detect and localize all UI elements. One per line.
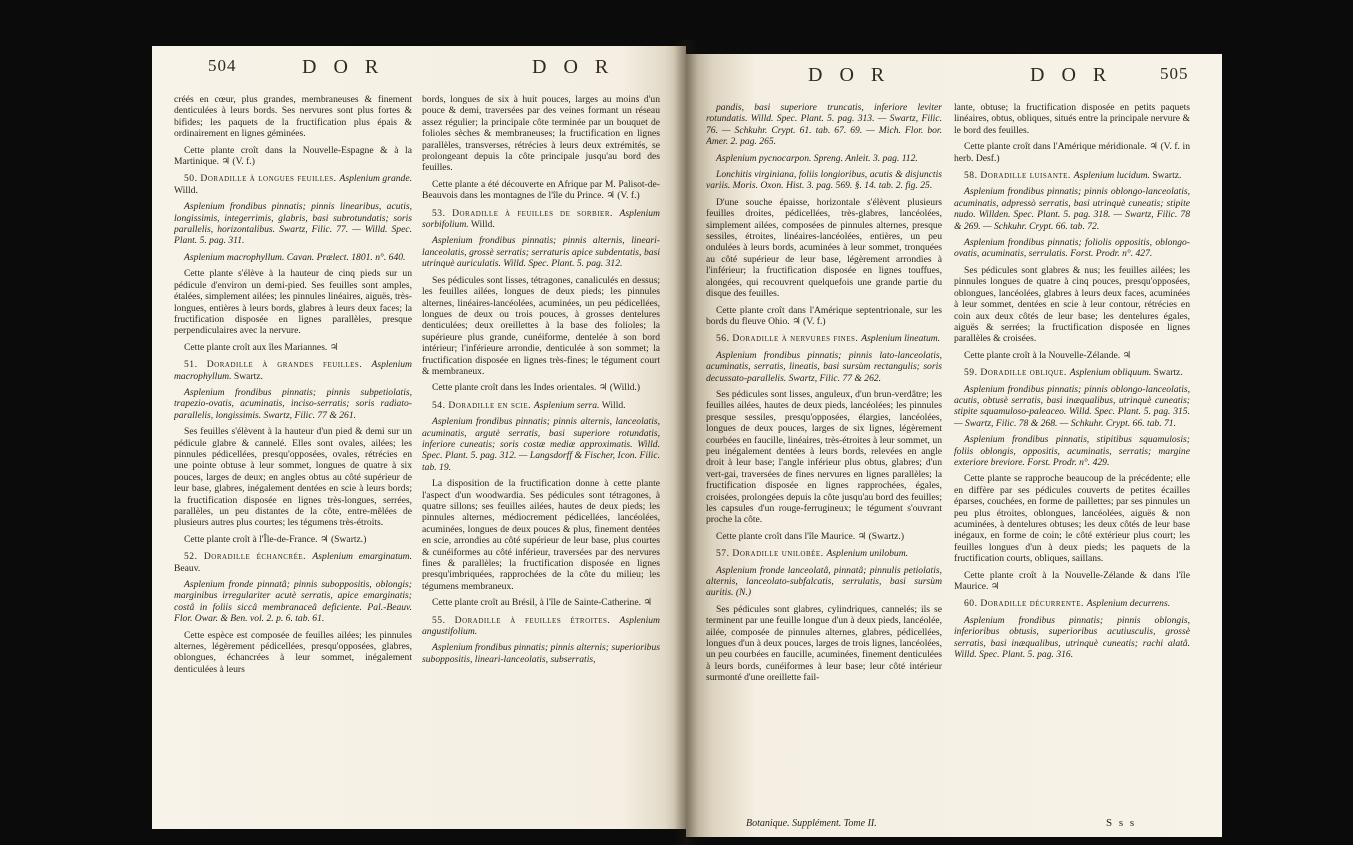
description-paragraph: Ses pédicules sont lisses, tétragones, canaliculés en dessus; les feuilles ailées, longues de deux pieds; les pinnules alternes, linéaires-lancéolées, acuminées, un peu pédicellées, longues de deux ou trois pouces, à grosses dentelures denticulées; deux oreillettes à la base des folioles; la supérieure plus grande, cunéiforme, dentelée à son bord intérieur; l'inférieure arrondie, denticulée à son sommet; la fructification disposée en lignes très-fines; le tégument court & membraneux. — [422, 274, 660, 377]
latin-name: Asplenium serra. — [533, 399, 600, 411]
latin-diagnosis: Asplenium fronde pinnatâ; pinnis suboppositis, oblongis; marginibus irregulariter acutè serratis, apice emarginatis; costâ in foliis siccâ membranaceâ deficiente. Pal.-Beauv. Flor. Owar. & Ben. vol. 2. p. 6. tab. 61. — [174, 579, 412, 625]
entry-heading: 60. Doradille décurrente. — [964, 598, 1087, 610]
latin-name: Asplenium lucidum. — [1073, 170, 1150, 182]
author-citation: Willd. — [174, 184, 198, 196]
latin-diagnosis: Asplenium frondibus pinnatis; pinnis alternis, lanceolatis, acuminatis, argutè serratis, basi superiore rotundatis, inferiore cuneatis; soris costæ mediæ approximatis. Willd. Spec. Plant. 5. pag. 312. — Langsdorff & Fischer, Icon. Filic. tab. 19. — [422, 416, 660, 473]
description-paragraph: Cette plante croît dans la Nouvelle-Espagne & à la Martinique. ♃ (V. f.) — [174, 144, 412, 168]
description-paragraph: bords, longues de six à huit pouces, larges au moins d'un pouce & demi, traversées par des veines formant un réseau assez régulier; la principale côte terminée par un bouquet de folioles sèches & membraneuses; la fructification en lignes parallèles, transverses, rétrécies à leurs deux extrémités, se prolongeant depuis la côte principale jusqu'au bord des feuilles. — [422, 94, 660, 174]
latin-diagnosis: Asplenium frondibus pinnatis; pinnis oblongo-lanceolatis, acuminatis, adpressò serratis, basi utrinquè cuneatis; stipite nudo. Willden. Spec. Plant. 5. pag. 318. — Swartz, Filic. 78 & 269. — Schkuhr. Crypt. 66. tab. 72. — [954, 186, 1190, 232]
latin-name: Asplenium emarginatum. — [312, 551, 412, 563]
page-number-left: 504 — [208, 56, 237, 75]
running-head-right-2: D O R — [1030, 64, 1113, 86]
description-paragraph: Ses pédicules sont glabres, cylindriques, cannelés; ils se terminent par une feuille longue d'un à deux pieds, lancéolée, ailée, composée de pinnules alternes, glabres, pédicellées, longues d'un à deux pouces, larges de trois lignes, lancéolées, un peu courbées en faucille, acuminées, finement denticulées à leurs bords, cunéiformes à leur base; leur côté intérieur surmonté d'une oreillette fail- — [706, 603, 942, 684]
description-paragraph: Cette plante croît aux îles Mariannes. ♃ — [184, 341, 339, 353]
running-head-left-2: D O R — [532, 56, 615, 78]
latin-diagnosis: Asplenium pycnocarpon. Spreng. Anleit. 3. pag. 112. — [716, 152, 918, 164]
species-entry — [422, 615, 660, 638]
latin-name: Asplenium grande. — [339, 173, 412, 185]
description-paragraph: La disposition de la fructification donne à cette plante l'aspect d'un woodwardia. Ses pédicules sont tétragones, à quatre sillons; ses feuilles ailées, hautes de deux pieds; les pinnules alternes, médiocrement pédicellées, lancéolées, acuminées, longues de deux pouces & plus, finement dentées en scie, arrondies au côté supérieur de leur base, plus courtes & cunéiformes au côté inférieur, traversées par des nervures fines & parallèles; la fructification disposée en lignes presqu'imbriquées, rapprochées de la côte du milieu; les tégumens membraneux. — [422, 478, 660, 592]
latin-diagnosis: Asplenium frondibus pinnatis; pinnis alternis; superioribus suboppositis, lineari-lanceolatis, subserratis, — [422, 642, 660, 665]
latin-diagnosis: Asplenium frondibus pinnatis, stipitibus squamulosis; foliis oblongis, oppositis, acuminatis, serratis; margine exteriore breviore. Forst. Prodr. n°. 429. — [954, 434, 1190, 468]
description-paragraph: Ses feuilles s'élèvent à la hauteur d'un pied & demi sur un pédicule glabre & cannelé. Elles sont ovales, ailées; les pinnules pédicellées, presqu'opposées, ovales, rétrécies en une pointe obtuse à leur sommet, longues de quatre à six pouces, larges de deux; en angles obtus au côté supérieur de leur base, glabres, inégalement dentées en scie à leurs bords; la fructification disposée en lignes très-longues, serrées, parallèles, un peu distantes de la côte, entre-mêlées de plusieurs autres plus courtes; les tégumens très-étroits. — [174, 426, 412, 529]
latin-diagnosis: pandis, basi superiore truncatis, inferiore leviter rotundatis. Willd. Spec. Plant. 5. pag. 313. — Swartz, Filic. 76. — Schkuhr. Crypt. 61. tab. 67. 69. — Mich. Flor. bor. Amer. 2. pag. 265. — [706, 102, 942, 148]
entry-heading: 59. Doradille oblique. — [964, 367, 1070, 379]
description-paragraph: Cette plante croît dans l'Amérique septentrionale, sur les bords du fleuve Ohio. ♃ (V. f.) — [706, 304, 942, 327]
latin-diagnosis: Asplenium frondibus pinnatis; pinnis subpetiolatis, trapezio-ovatis, acuminatis, inciso-serratis; soris radiato-parallelis, longissimis. Swartz, Filic. 77 & 261. — [174, 386, 412, 421]
entry-heading: 50. Doradille à longues feuilles. — [184, 173, 340, 185]
description-paragraph: Cette plante croît à la Nouvelle-Zélande & dans l'île Maurice. ♃ — [954, 569, 1190, 593]
description-paragraph: Cette plante s'élève à la hauteur de cinq pieds sur un pédicule d'environ un demi-pied. Ses feuilles sont amples, étalées, simplement ailées; les pinnules linéaires, aiguës, très-longues, entières à leurs bords, glabres à leurs deux faces; la fructification disposée en lignes parallèles, presque perpendiculaires avec la nervure. — [174, 268, 412, 337]
latin-name: Asplenium macrophyllum. — [174, 359, 412, 382]
signature-mark: S s s — [1106, 817, 1137, 829]
latin-diagnosis: Asplenium frondibus pinnatis; pinnis alternis, lineari-lanceolatis, grossè serratis; serraturis apice subdentatis, basi utrinquè auriculatis. Willd. Spec. Plant. 5. pag. 312. — [422, 235, 660, 270]
description-paragraph: lante, obtuse; la fructification disposée en petits paquets linéaires, obtus, obliques, situés entre la principale nervure & le bord des feuilles. — [954, 102, 1190, 136]
description-paragraph: Cette plante a été découverte en Afrique par M. Palisot-de-Beauvois dans les montagnes de l'île du Prince. ♃ (V. f.) — [422, 178, 660, 202]
species-entry — [954, 598, 1190, 609]
author-citation: Swartz. — [231, 370, 263, 382]
entry-heading: 52. Doradille échancrée. — [184, 551, 313, 563]
description-paragraph: Cette plante croît dans l'île Maurice. ♃ (Swartz.) — [716, 530, 905, 542]
description-paragraph: Cette espèce est composée de feuilles ailées; les pinnules alternes, légèrement pédicellées, presqu'opposées, glabres, oblongues, échancrées à leur sommet, inégalement denticulées à leurs — [174, 629, 412, 675]
entry-heading: 55. Doradille à feuilles étroites. — [432, 614, 620, 626]
entry-heading: 57. Doradille unilobée. — [716, 548, 827, 560]
author-citation: Swartz. — [1151, 367, 1183, 379]
left-column-2 — [422, 94, 660, 819]
description-paragraph: D'une souche épaisse, horizontale s'élèvent plusieurs feuilles droites, pédicellées, très-glabres, lancéolées, simplement ailées, composées de pinnules alternes, presque sessiles, étroites, linéaires-lancéolées, entières, un peu ondulées à leurs bords, acuminées à leur sommet, tronquées au côté supérieur de leur base, légèrement arrondies à l'inférieur; la fructification disposée en lignes touffues, alongées, qui recouvrent quelquefois une grande partie du disque des feuilles. — [706, 196, 942, 300]
entry-heading: 54. Doradille en scie. — [432, 399, 534, 411]
running-head-right-1: D O R — [808, 64, 891, 86]
description-paragraph: Ses pédicules sont glabres & nus; les feuilles ailées; les pinnules longues de quatre à cinq pouces, presqu'opposées, oblongues, lancéolées, glabres à leurs deux faces, acuminées à leur sommet, dentées en scie à leur contour, rétrécies en coin aux deux côtés de leur base; les dentelures égales, aiguës & serrées; la fructification disposée en lignes parallèles & croisées. — [954, 264, 1190, 345]
latin-diagnosis: Asplenium frondibus pinnatis; foliolis oppositis, oblongo-ovatis, acuminatis, serrulatis. Forst. Prodr. n°. 427. — [954, 237, 1190, 260]
right-column-2 — [954, 102, 1190, 811]
latin-diagnosis: Asplenium macrophyllum. Cavan. Prælect. 1801. n°. 640. — [184, 251, 406, 263]
description-paragraph: Cette plante croît au Brésil, à l'île de Sainte-Catherine. ♃ — [432, 597, 652, 609]
author-citation: Willd. — [599, 399, 626, 411]
latin-name: Asplenium decurrens. — [1086, 598, 1171, 610]
description-paragraph: Cette plante se rapproche beaucoup de la précédente; elle en diffère par ses pédicules couverts de petites écailles éparses, couchées, en forme de paillettes; par ses pinnules un peu plus étroites, oblongues, lancéolées, aiguës & non acuminées, à dentelures obtuses; les deux côtés de leur base inégaux, en forme de coin; le côté extérieur plus court; les feuilles longues d'un à deux pieds; les paquets de la fructification courts, obliques, saillans. — [954, 473, 1190, 565]
latin-name: Asplenium lineatum. — [861, 333, 941, 345]
latin-diagnosis: Asplenium frondibus pinnatis; pinnis oblongis, inferioribus obtusis, superioribus acutiusculis, grossè serratis, basi inæqualibus, utrinquè cuneatis; rachi alatâ. Willd. Spec. Plant. 5. pag. 316. — [954, 614, 1190, 661]
latin-diagnosis: Lonchitis virginiana, foliis longioribus, acutis & disjunctis variis. Moris. Oxon. Hist. 3. pag. 569. §. 14. tab. 2. fig. 25. — [706, 169, 942, 192]
species-entry — [706, 548, 942, 559]
species-entry — [954, 170, 1190, 181]
description-paragraph: Cette plante croît à l'Île-de-France. ♃ (Swartz.) — [184, 533, 367, 545]
latin-diagnosis: Asplenium frondibus pinnatis; pinnis oblongo-lanceolatis, acutis, obtusè serratis, basi inæqualibus, utrinquè cuneatis; stipite squamuloso-paleaceo. Willd. Spec. Plant. 5. pag. 315. — Swartz, Filic. 78 & 268. — Schkuhr. Crypt. 66. tab. 71. — [954, 383, 1190, 429]
latin-name: Asplenium angustifolium. — [422, 614, 660, 638]
description-paragraph: Cette plante croît dans les Indes orientales. ♃ (Willd.) — [432, 382, 641, 394]
author-citation: Beauv. — [174, 562, 201, 574]
entry-heading: 58. Doradille luisante. — [964, 170, 1074, 182]
page-footer: Botanique. Supplément. Tome II. — [746, 818, 877, 829]
latin-diagnosis: Asplenium frondibus pinnatis; pinnis linearibus, acutis, longissimis, integerrimis, glabris, basi subrotundatis; soris parallelis, horizontalibus. Swartz, Filic. 77. — Willd. Spec. Plant. 5. pag. 311. — [174, 201, 412, 247]
latin-name: Asplenium unilobum. — [826, 548, 909, 560]
right-page — [686, 54, 1222, 837]
latin-name: Asplenium sorbifolium. — [422, 207, 660, 231]
right-column-1 — [706, 102, 942, 811]
page-number-right: 505 — [1160, 64, 1189, 83]
entry-heading: 51. Doradille à grandes feuilles. — [184, 359, 372, 371]
latin-diagnosis: Asplenium fronde lanceolatâ, pinnatâ; pinnulis petiolatis, alternis, lanceolato-subfalcatis, serrulatis, basi sursùm auritis. (N.) — [706, 564, 942, 599]
species-entry — [706, 333, 942, 344]
left-page — [152, 46, 686, 829]
description-paragraph: créés en cœur, plus grandes, membraneuses & finement denticulées à leurs bords. Ses nervures sont plus fortes & bifides; les paquets de la fructification plus épais & ordinairement en lignes géminées. — [174, 94, 412, 140]
author-citation: Swartz. — [1149, 170, 1182, 182]
description-paragraph: Cette plante croît dans l'Amérique méridionale. ♃ (V. f. in herb. Desf.) — [954, 141, 1190, 164]
latin-name: Asplenium obliquum. — [1069, 367, 1152, 379]
species-entry — [174, 173, 412, 196]
species-entry — [954, 367, 1190, 378]
book-gutter — [674, 40, 698, 845]
species-entry — [422, 400, 660, 411]
species-entry — [174, 551, 412, 574]
description-paragraph: Ses pédicules sont lisses, anguleux, d'un brun-verdâtre; les feuilles ailées, hautes de deux pieds, lancéolées; les pinnules presque sessiles, presqu'opposées, élargies, lancéolées, longues de deux pouces, larges de six lignes, légèrement courbées en faucille, linéaires, très-étroites à leur sommet, un peu inégalement dentées à leurs bords, relevées en angle droit à leur base; l'angle inférieur plus obtus, glabres; d'un vert-gai, traversées de fines nervures en lignes parallèles; la fructification disposée en lignes rapprochées, égales, croisées, prolongées depuis la côte jusqu'au bord des feuilles; les capsules d'un rouge-ferrugineux; le tégument s'ouvrant proche la côte. — [706, 388, 942, 526]
species-entry — [422, 208, 660, 231]
species-entry — [174, 359, 412, 382]
author-citation: Willd. — [468, 219, 495, 231]
entry-heading: 53. Doradille à feuilles de sorbier. — [432, 207, 620, 219]
left-column-1 — [174, 94, 412, 819]
entry-heading: 56. Doradille à nervures fines. — [716, 333, 862, 345]
latin-diagnosis: Asplenium frondibus pinnatis; pinnis lato-lanceolatis, acuminatis, serratis, lineatis, basi sursùm rectangulis; soris decussato-parallelis. Swartz, Filic. 77 & 262. — [706, 349, 942, 384]
running-head-left-1: D O R — [302, 56, 385, 78]
description-paragraph: Cette plante croît à la Nouvelle-Zélande. ♃ — [964, 349, 1132, 361]
